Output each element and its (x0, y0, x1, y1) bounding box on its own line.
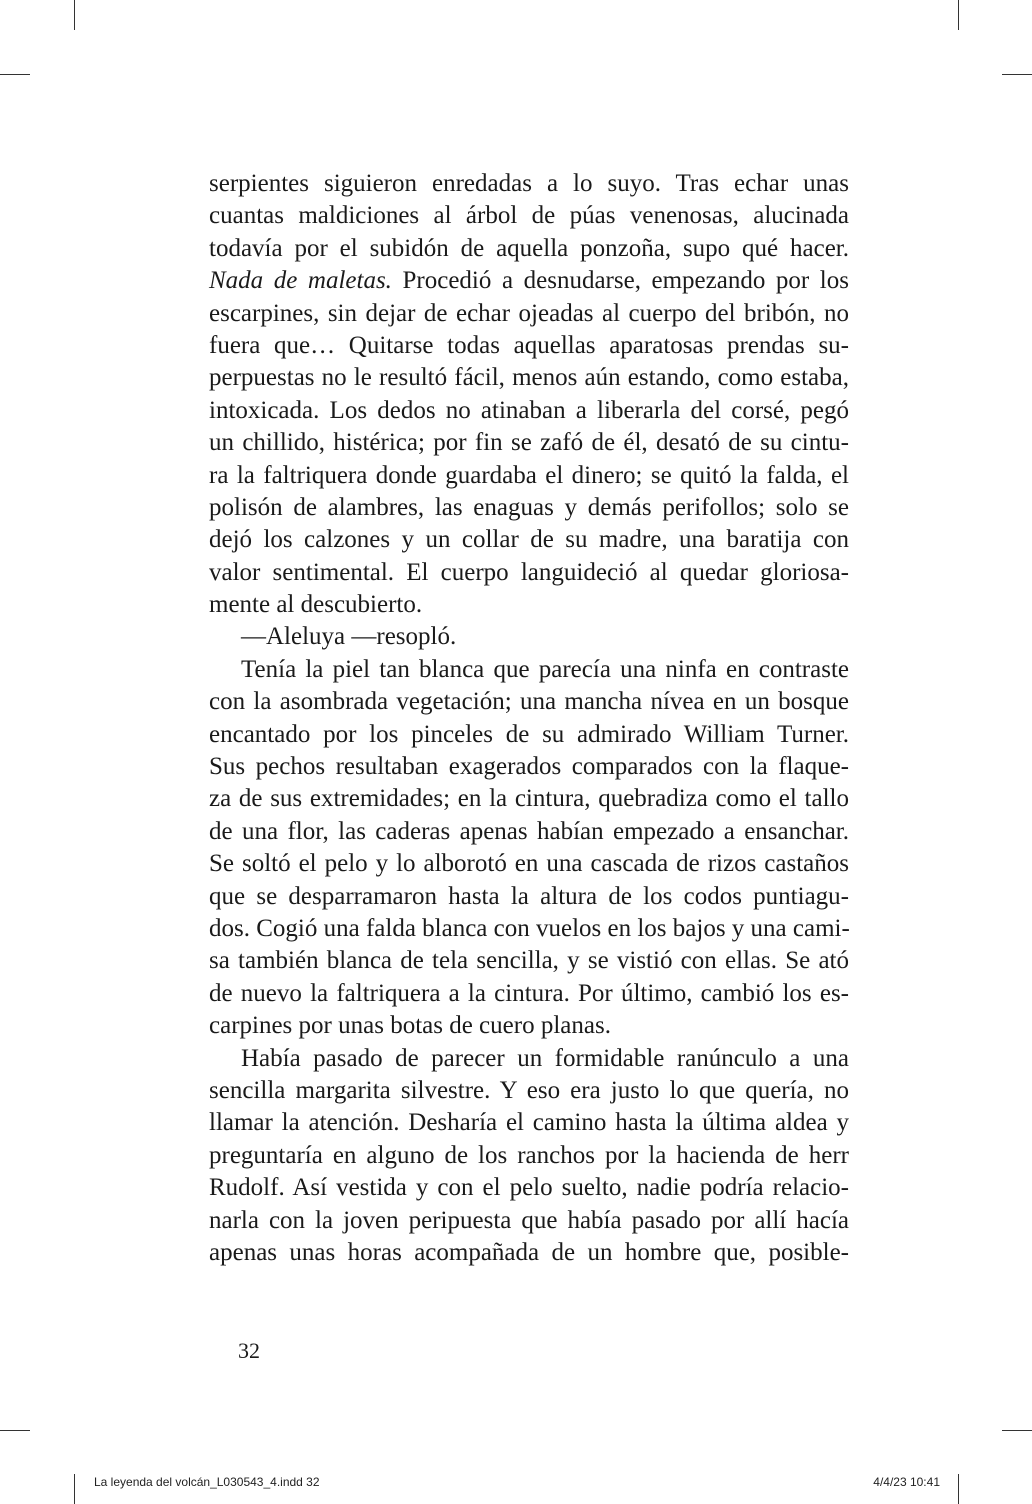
text-line: de nuevo la faltriquera a la cintura. Por último, cambió los es- (209, 979, 849, 1007)
crop-mark-bottom-right-h (1002, 1430, 1032, 1431)
text-line: encantado por los pinceles de su admirado William Turner. (209, 720, 849, 748)
text-line: sa también blanca de tela sencilla, y se vistió con ellas. Se ató (209, 947, 849, 975)
text-line-first: Había pasado de parecer un formidable ranúnculo a una (241, 1044, 849, 1072)
text-line: valor sentimental. El cuerpo languideció al quedar gloriosa- (209, 558, 849, 586)
text-line: Se soltó el pelo y lo alborotó en una cascada de rizos castaños (209, 850, 849, 878)
text-line: un chillido, histérica; por fin se zafó de él, desató de su cintu- (209, 429, 849, 457)
text-line: con la asombrada vegetación; una mancha nívea en un bosque (209, 688, 849, 716)
text-line: serpientes siguieron enredadas a lo suyo. Tras echar unas (209, 170, 849, 197)
text-line-last: mente al descubierto. (209, 591, 423, 619)
text-line: polisón de alambres, las enaguas y demás perifollos; solo se (209, 493, 849, 521)
text-line: intoxicada. Los dedos no atinaban a liberarla del corsé, pegó (209, 396, 849, 424)
italic-phrase: Nada de maletas. (209, 267, 392, 295)
text-line: Rudolf. Así vestida y con el pelo suelto, nadie podría relacio- (209, 1174, 849, 1202)
footer-date: 4/4/23 10:41 (873, 1475, 940, 1489)
body-text (209, 168, 849, 1269)
text-line: que se desparramaron hasta la altura de los codos puntiagu- (209, 882, 849, 910)
crop-mark-top-right (958, 0, 959, 30)
crop-mark-bottom-right (958, 1474, 959, 1504)
text-line: de una flor, las caderas apenas habían empezado a ensanchar. (209, 817, 849, 845)
text-line: fuera que… Quitarse todas aquellas aparatosas prendas su- (209, 331, 849, 359)
text-line: cuantas maldiciones al árbol de púas venenosas, alucinada (209, 202, 849, 230)
text-line: dos. Cogió una falda blanca con vuelos en los bajos y una cami- (209, 914, 850, 942)
text-line: za de sus extremidades; en la cintura, quebradiza como el tallo (209, 785, 849, 813)
text-line: sencilla margarita silvestre. Y eso era justo lo que quería, no (209, 1076, 849, 1104)
text-line: ra la faltriquera donde guardaba el dinero; se quitó la falda, el (209, 461, 849, 489)
footer-file-info: La leyenda del volcán_L030543_4.indd 32 (94, 1475, 320, 1489)
text-line: todavía por el subidón de aquella ponzoña, supo qué hacer. (209, 234, 849, 262)
page-number: 32 (238, 1338, 260, 1363)
dialogue-line: —Aleluya —resopló. (241, 623, 457, 651)
crop-mark-bottom-left-h (0, 1430, 30, 1431)
text-line-first: Tenía la piel tan blanca que parecía una ninfa en contraste (241, 655, 849, 683)
text-line-rest: Procedió a desnudarse, empezando por los (391, 267, 849, 295)
text-line: perpuestas no le resultó fácil, menos aún estando, como estaba, (209, 364, 849, 392)
text-line: escarpines, sin dejar de echar ojeadas al cuerpo del bribón, no (209, 299, 849, 327)
crop-mark-bottom-left (74, 1474, 75, 1504)
crop-mark-top-right-h (1002, 74, 1032, 75)
text-line: dejó los calzones y un collar de su madre, una baratija con (209, 526, 849, 554)
crop-mark-top-left-h (0, 74, 30, 75)
text-line: narla con la joven peripuesta que había pasado por allí hacía (209, 1206, 849, 1234)
text-line-last: carpines por unas botas de cuero planas. (209, 1012, 611, 1040)
text-line: llamar la atención. Desharía el camino hasta la última aldea y (209, 1109, 849, 1137)
text-line: preguntaría en alguno de los ranchos por la hacienda de herr (209, 1141, 849, 1169)
crop-mark-top-left (74, 0, 75, 30)
text-line: Sus pechos resultaban exagerados comparados con la flaque- (209, 753, 849, 781)
text-line: apenas unas horas acompañada de un hombre que, posible- (209, 1238, 849, 1266)
text-line-italic-start (209, 265, 849, 297)
